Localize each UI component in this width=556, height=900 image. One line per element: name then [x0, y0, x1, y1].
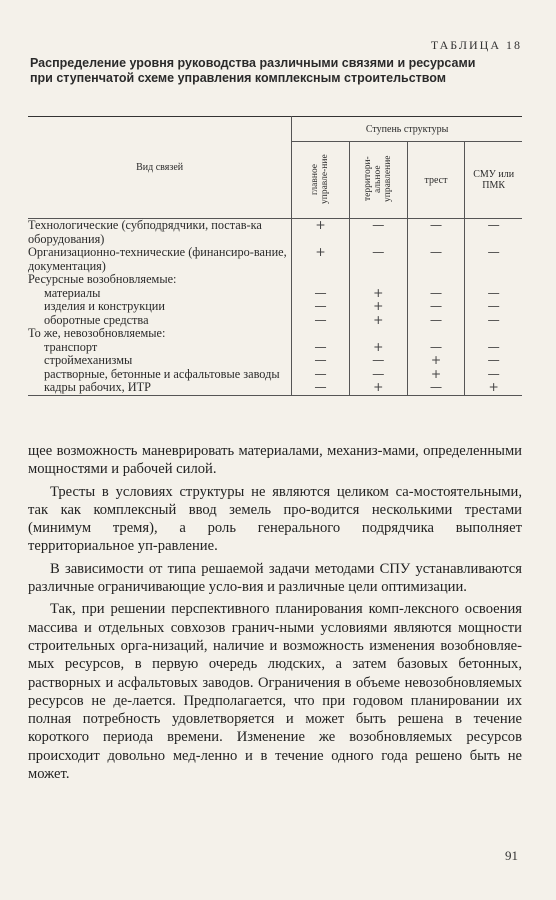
row-mark: —	[292, 368, 350, 382]
row-mark: +	[407, 368, 465, 382]
row-mark: —	[292, 341, 350, 355]
table-row	[28, 354, 522, 368]
table-row	[28, 341, 522, 355]
row-mark: —	[407, 246, 465, 273]
row-mark	[349, 273, 407, 287]
row-mark: —	[349, 219, 407, 247]
row-mark: —	[292, 300, 350, 314]
table-label: ТАБЛИЦА 18	[430, 38, 522, 52]
column-group-header: Ступень структуры	[292, 117, 522, 142]
row-mark	[292, 327, 350, 341]
page-number: 91	[505, 848, 518, 863]
level-header-territorial: территори-альное управление	[349, 142, 407, 219]
row-mark	[465, 273, 522, 287]
row-mark: +	[407, 354, 465, 368]
table-row	[28, 287, 522, 301]
row-mark: —	[292, 287, 350, 301]
row-mark: +	[292, 246, 350, 273]
table-row	[28, 327, 522, 341]
row-mark: +	[465, 381, 522, 395]
row-label: транспорт	[28, 341, 292, 355]
row-mark: —	[349, 354, 407, 368]
table-row	[28, 381, 522, 395]
row-mark: —	[349, 368, 407, 382]
row-mark: +	[349, 341, 407, 355]
row-label: оборотные средства	[28, 314, 292, 328]
table-row	[28, 273, 522, 287]
paragraph: В зависимости от типа решаемой задачи методами СПУ устанавливаются различные ограничивающие усло-вия и различные цели оптимизации.	[28, 560, 522, 596]
row-mark: —	[407, 287, 465, 301]
row-label: растворные, бетонные и асфальтовые заводы	[28, 368, 292, 382]
table-row	[28, 246, 522, 273]
table-title: Распределение уровня руководства различными связями и ресурсами при ступенчатой схеме управления комплексным строительством	[30, 56, 476, 85]
row-mark: —	[407, 341, 465, 355]
row-label: Ресурсные возобновляемые:	[28, 273, 292, 287]
row-label: То же, невозобновляемые:	[28, 327, 292, 341]
row-label: Технологические (субподрядчики, постав-ка оборудования)	[28, 219, 292, 247]
row-label: изделия и конструкции	[28, 300, 292, 314]
table-row	[28, 300, 522, 314]
row-mark: —	[407, 219, 465, 247]
table-row	[28, 368, 522, 382]
row-mark: —	[407, 300, 465, 314]
row-mark: —	[465, 300, 522, 314]
row-mark: —	[407, 314, 465, 328]
row-mark	[407, 327, 465, 341]
row-mark: —	[465, 341, 522, 355]
paragraph: Тресты в условиях структуры не являются целиком са-мостоятельными, так как комплексный ввод земель про-водится несколькими трестами (минимум тремя), а роль генерального подрядчика выполняет территориальное уп-равление.	[28, 483, 522, 555]
row-label: материалы	[28, 287, 292, 301]
column-header-type: Вид связей	[28, 117, 292, 219]
row-mark: —	[465, 314, 522, 328]
table-body	[28, 219, 522, 396]
row-label: Организационно-технические (финансиро-вание, документация)	[28, 246, 292, 273]
row-mark: +	[349, 300, 407, 314]
row-label: кадры рабочих, ИТР	[28, 381, 292, 395]
level-header-main: главное управле-ние	[292, 142, 350, 219]
row-mark	[349, 327, 407, 341]
distribution-table	[28, 116, 522, 396]
row-mark: +	[292, 219, 350, 247]
table-row	[28, 314, 522, 328]
row-mark: —	[407, 381, 465, 395]
row-label: строймеханизмы	[28, 354, 292, 368]
row-mark: +	[349, 381, 407, 395]
row-mark: —	[465, 219, 522, 247]
row-mark: —	[465, 246, 522, 273]
paragraph: Так, при решении перспективного планирования комп-лексного освоения массива и отдельных совхозов гранич-ными условиями являются мощности строительных орга-низаций, наличие и возможность изменения возобновляе-мых ресурсов, в первую очередь людских, а затем базовых бетонных, растворных и асфальтовых заводов. Ограничения в объеме невозобновляемых ресурсов не де-лается. Предполагается, что при годовом планировании их полная потребность удовлетворяется и может быть решена в течение короткого периода времени. Изменение же возобновляемых ресурсов происходит довольно мед-ленно и в течение одного года решено быть не может.	[28, 601, 522, 783]
row-mark: +	[349, 287, 407, 301]
level-header-smu: СМУ или ПМК	[465, 142, 522, 219]
body-text	[28, 442, 522, 787]
row-mark	[465, 327, 522, 341]
row-mark: —	[292, 381, 350, 395]
level-header-trust: трест	[407, 142, 465, 219]
row-mark: +	[349, 314, 407, 328]
row-mark	[292, 273, 350, 287]
row-mark: —	[349, 246, 407, 273]
row-mark: —	[465, 368, 522, 382]
row-mark: —	[292, 354, 350, 368]
row-mark: —	[465, 354, 522, 368]
row-mark	[407, 273, 465, 287]
row-mark: —	[465, 287, 522, 301]
row-mark: —	[292, 314, 350, 328]
table-row	[28, 219, 522, 247]
paragraph: щее возможность маневрировать материалами, механиз-мами, определенными мощностями и рабочей силой.	[28, 443, 522, 478]
